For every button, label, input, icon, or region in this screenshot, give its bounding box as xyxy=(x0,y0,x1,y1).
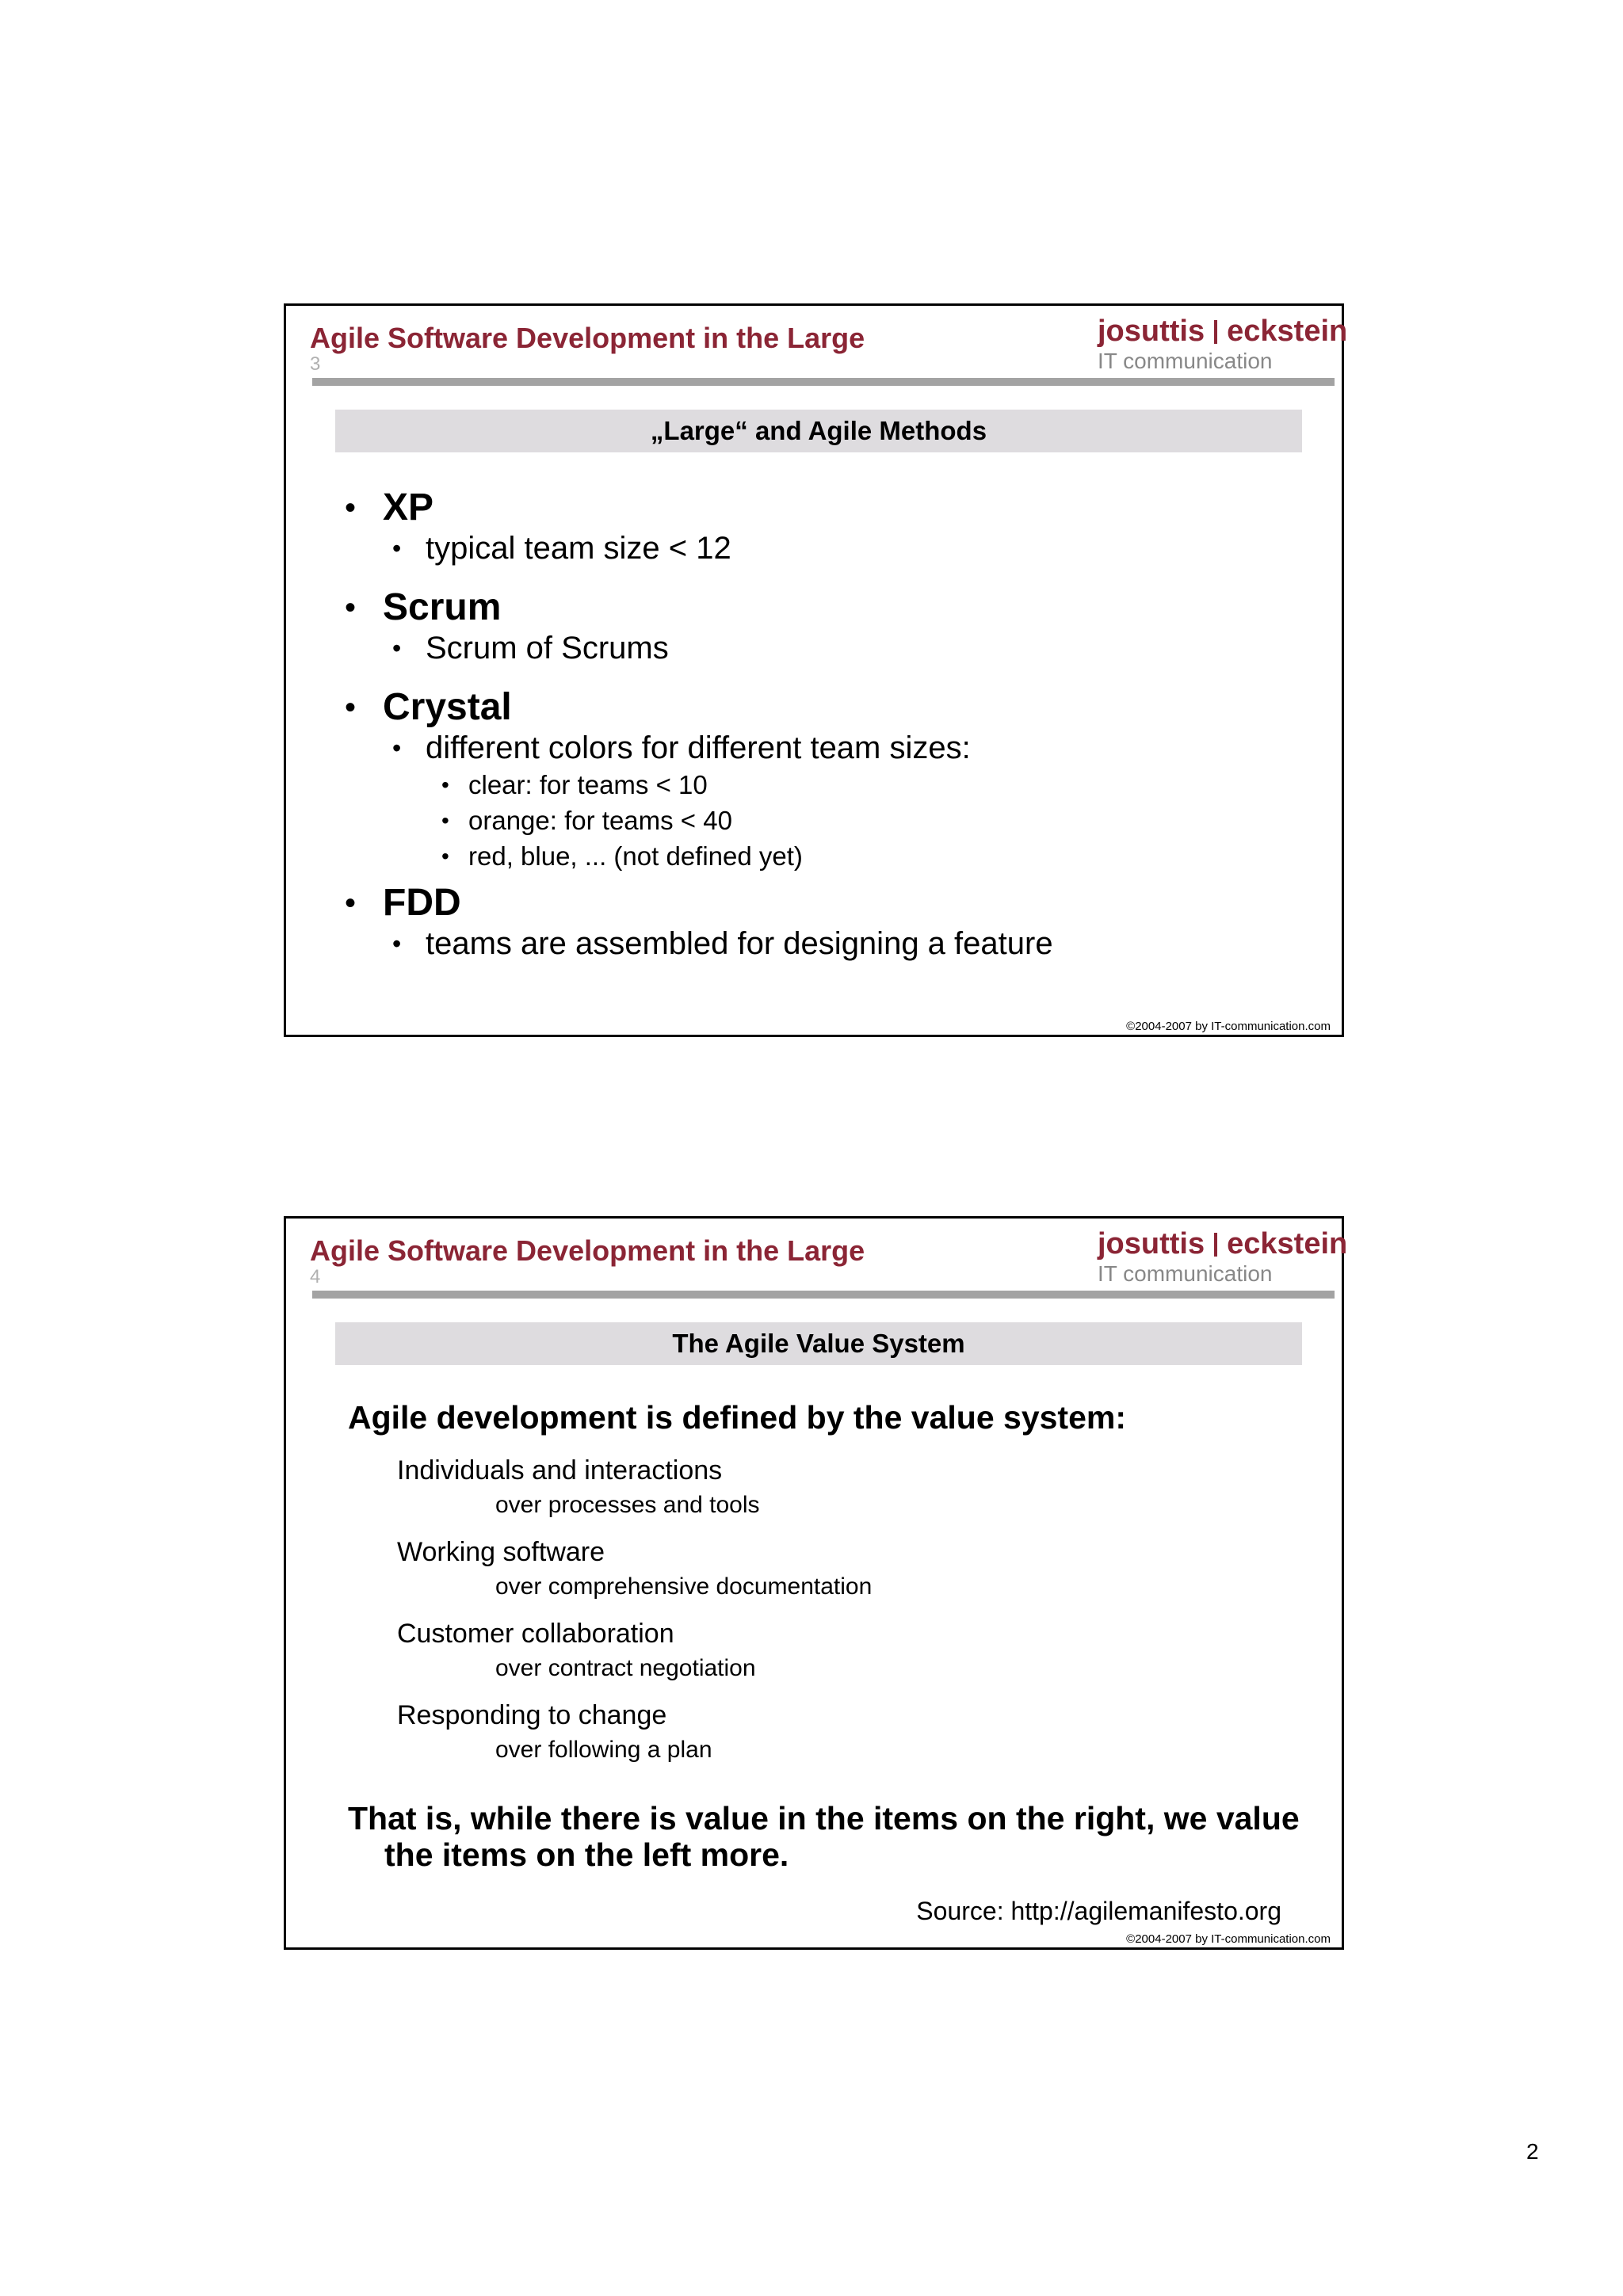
slide-4 xyxy=(284,1216,1348,1950)
copyright: ©2004-2007 by IT-communication.com xyxy=(1126,1932,1331,1946)
logo-separator xyxy=(1214,1233,1217,1257)
source-citation: Source: http://agilemanifesto.org xyxy=(916,1897,1281,1925)
company-logo xyxy=(1098,1226,1347,1287)
slide-number: 4 xyxy=(310,1266,321,1287)
section-heading: „Large“ and Agile Methods xyxy=(335,410,1302,452)
logo-subtitle: IT communication xyxy=(1098,1261,1273,1286)
value-pair xyxy=(397,1451,1190,1533)
value-left: Customer collaboration xyxy=(397,1619,674,1649)
sub-sub-list-item: • red, blue, ... (not defined yet) xyxy=(345,838,1296,874)
value-right: over processes and tools xyxy=(495,1492,760,1518)
slide-title: Agile Software Development in the Large xyxy=(310,1234,865,1267)
sub-list-item: • teams are assembled for designing a feature xyxy=(345,925,1296,963)
sub-sub-list-item: • orange: for teams < 40 xyxy=(345,803,1296,838)
slide-number: 3 xyxy=(310,353,321,375)
value-right: over following a plan xyxy=(495,1737,712,1763)
sub-sub-list-item: • clear: for teams < 10 xyxy=(345,767,1296,803)
conclusion-statement: That is, while there is value in the items on the right, we value the items on the left more. xyxy=(348,1800,1300,1873)
value-left: Working software xyxy=(397,1537,605,1567)
value-pair xyxy=(397,1696,1190,1778)
logo-name-right: eckstein xyxy=(1227,1227,1348,1261)
logo-name-right: eckstein xyxy=(1227,315,1348,348)
intro-statement: Agile development is defined by the value system: xyxy=(348,1399,1126,1436)
value-list xyxy=(397,1451,1190,1778)
value-right: over contract negotiation xyxy=(495,1655,756,1681)
value-left: Responding to change xyxy=(397,1700,667,1730)
list-item-xp: • XP xyxy=(345,486,1296,529)
company-logo xyxy=(1098,314,1347,374)
header-divider xyxy=(312,1291,1335,1299)
copyright: ©2004-2007 by IT-communication.com xyxy=(1126,1020,1331,1033)
list-item-crystal: • Crystal xyxy=(345,686,1296,729)
sub-list-item: • typical team size < 12 xyxy=(345,529,1296,567)
methods-list xyxy=(345,486,1296,963)
value-pair xyxy=(397,1533,1190,1615)
logo-separator xyxy=(1214,320,1217,344)
logo-name-left: josuttis xyxy=(1098,315,1205,348)
value-pair xyxy=(397,1615,1190,1696)
slide-3 xyxy=(284,303,1348,1037)
page-number: 2 xyxy=(1526,2139,1539,2164)
slide-title: Agile Software Development in the Large xyxy=(310,322,865,354)
list-item-fdd: • FDD xyxy=(345,882,1296,925)
logo-name-left: josuttis xyxy=(1098,1227,1205,1261)
sub-list-item: • Scrum of Scrums xyxy=(345,629,1296,667)
value-left: Individuals and interactions xyxy=(397,1455,723,1486)
sub-list-item: • different colors for different team sizes: xyxy=(345,729,1296,767)
value-right: over comprehensive documentation xyxy=(495,1573,873,1600)
list-item-scrum: • Scrum xyxy=(345,586,1296,629)
logo-subtitle: IT communication xyxy=(1098,349,1273,373)
header-divider xyxy=(312,378,1335,386)
section-heading: The Agile Value System xyxy=(335,1322,1302,1365)
